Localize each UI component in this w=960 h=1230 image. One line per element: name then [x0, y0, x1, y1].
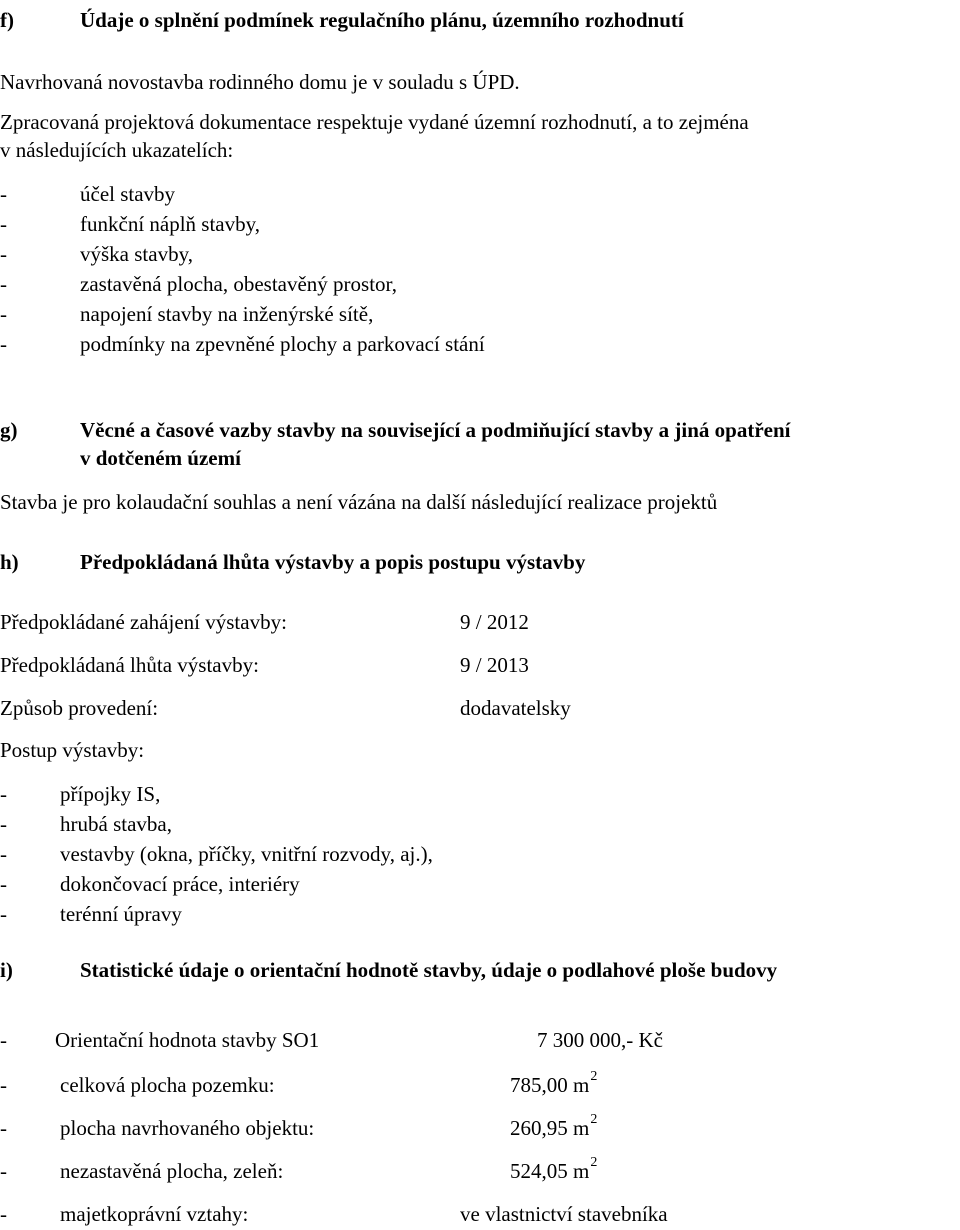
list-bullet: -	[0, 242, 7, 266]
list-item: hrubá stavba,	[60, 812, 172, 836]
stat-value: 7 300 000,- Kč	[537, 1028, 663, 1052]
section-f-paragraph-2-line-1: Zpracovaná projektová dokumentace respektuje vydané územní rozhodnutí, a to zejména	[0, 110, 749, 134]
list-bullet: -	[0, 782, 7, 806]
list-bullet: -	[0, 302, 7, 326]
stat-label: celková plocha pozemku:	[60, 1073, 275, 1097]
start-value: 9 / 2012	[460, 610, 529, 634]
duration-label: Předpokládaná lhůta výstavby:	[0, 653, 259, 677]
section-f-paragraph-2-line-2: v následujících ukazatelích:	[0, 138, 234, 162]
list-item: funkční náplň stavby,	[80, 212, 261, 236]
stat-label: Orientační hodnota stavby SO1	[55, 1028, 320, 1052]
section-h-letter: h)	[0, 550, 19, 574]
stat-label: majetkoprávní vztahy:	[60, 1202, 249, 1226]
list-item: terénní úpravy	[60, 902, 182, 926]
section-g-letter: g)	[0, 418, 18, 442]
list-bullet: -	[0, 332, 7, 356]
list-bullet: -	[0, 1116, 7, 1140]
section-g-heading-line-1: Věcné a časové vazby stavby na související a podmiňující stavby a jiná opatření	[80, 418, 791, 442]
list-bullet: -	[0, 1028, 7, 1052]
list-item: vestavby (okna, příčky, vnitřní rozvody, aj.),	[60, 842, 433, 866]
method-value: dodavatelsky	[460, 696, 571, 720]
list-bullet: -	[0, 842, 7, 866]
section-g-paragraph: Stavba je pro kolaudační souhlas a není vázána na další následující realizace projektů	[0, 490, 718, 514]
section-i-heading: Statistické údaje o orientační hodnotě stavby, údaje o podlahové ploše budovy	[80, 958, 778, 982]
list-item: dokončovací práce, interiéry	[60, 872, 300, 896]
list-bullet: -	[0, 1202, 7, 1226]
section-f-heading: Údaje o splnění podmínek regulačního plánu, územního rozhodnutí	[80, 8, 684, 32]
section-f-paragraph-1: Navrhovaná novostavba rodinného domu je v souladu s ÚPD.	[0, 70, 520, 94]
list-bullet: -	[0, 1073, 7, 1097]
section-h-heading: Předpokládaná lhůta výstavby a popis postupu výstavby	[80, 550, 586, 574]
list-bullet: -	[0, 872, 7, 896]
stat-label: plocha navrhovaného objektu:	[60, 1116, 315, 1140]
procedure-label: Postup výstavby:	[0, 738, 145, 762]
section-g-heading-line-2: v dotčeném území	[80, 446, 241, 470]
list-item: výška stavby,	[80, 242, 193, 266]
stat-value: 524,05 $m^2$	[510, 1155, 598, 1183]
list-bullet: -	[0, 212, 7, 236]
list-item: podmínky na zpevněné plochy a parkovací stání	[80, 332, 485, 356]
list-bullet: -	[0, 272, 7, 296]
list-item: napojení stavby na inženýrské sítě,	[80, 302, 374, 326]
list-bullet: -	[0, 902, 7, 926]
stat-label: nezastavěná plocha, zeleň:	[60, 1159, 284, 1183]
list-bullet: -	[0, 812, 7, 836]
stat-value: 260,95 $m^2$	[510, 1112, 598, 1140]
stat-value: 785,00 $m^2$	[510, 1069, 598, 1097]
stat-value: ve vlastnictví stavebníka	[460, 1202, 668, 1226]
duration-value: 9 / 2013	[460, 653, 529, 677]
list-bullet: -	[0, 1159, 7, 1183]
list-bullet: -	[0, 182, 7, 206]
list-item: zastavěná plocha, obestavěný prostor,	[80, 272, 397, 296]
start-label: Předpokládané zahájení výstavby:	[0, 610, 287, 634]
list-item: přípojky IS,	[60, 782, 161, 806]
method-label: Způsob provedení:	[0, 696, 159, 720]
section-i-letter: i)	[0, 958, 13, 982]
section-f-letter: f)	[0, 8, 14, 32]
list-item: účel stavby	[80, 182, 176, 206]
